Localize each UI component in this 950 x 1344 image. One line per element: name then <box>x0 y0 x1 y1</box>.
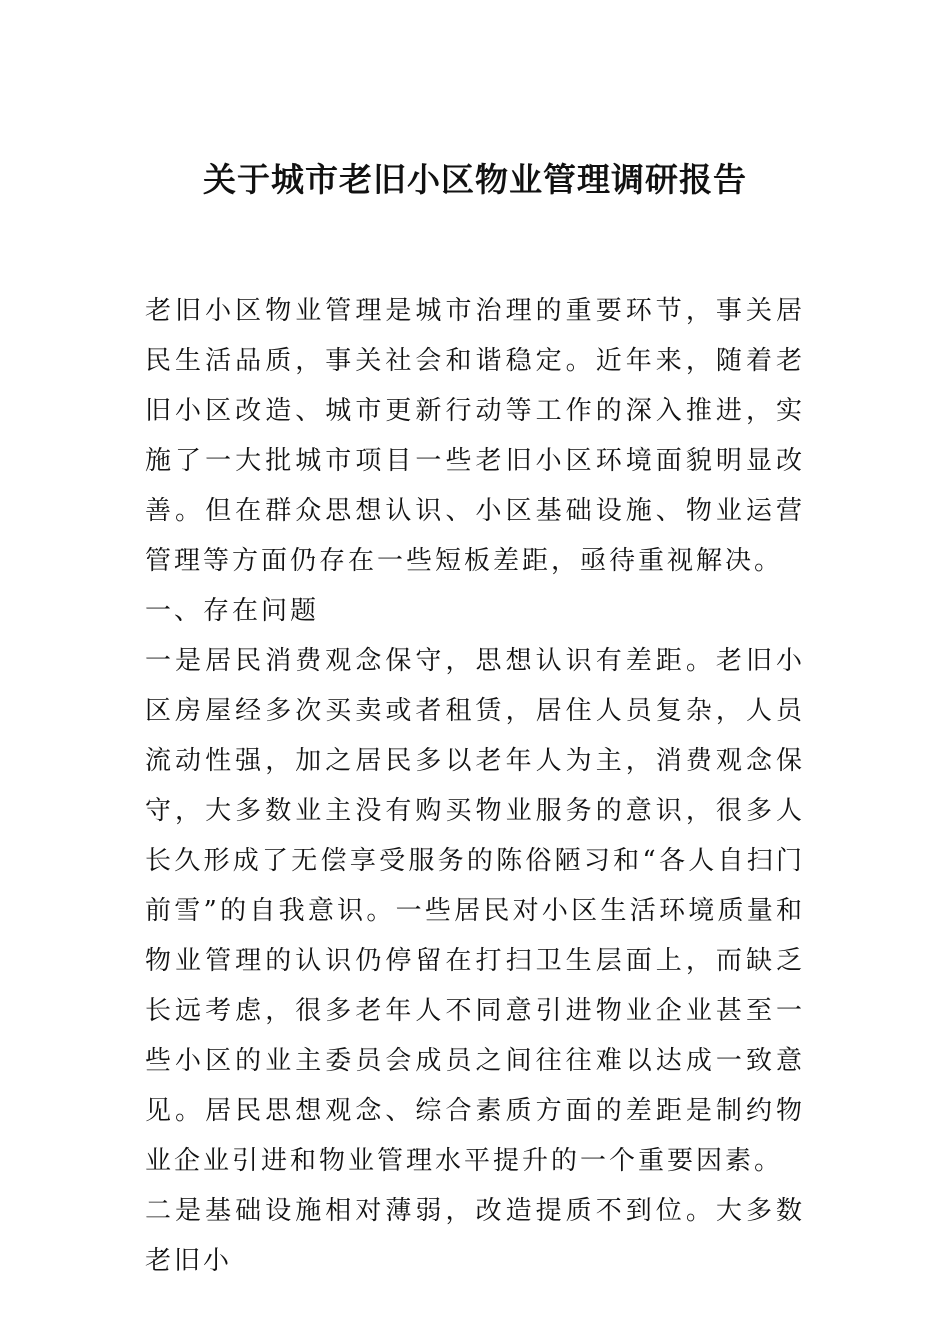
document-body <box>145 286 805 1286</box>
problem-two-paragraph: 二是基础设施相对薄弱，改造提质不到位。大多数老旧小 <box>145 1196 805 1276</box>
intro-paragraph: 老旧小区物业管理是城市治理的重要环节，事关居民生活品质，事关社会和谐稳定。近年来，随着老旧小区改造、城市更新行动等工作的深入推进，实施了一大批城市项目一些老旧小区环境面貌明显改善。但在群众思想认识、小区基础设施、物业运营管理等方面仍存在一些短板差距，亟待重视解决。 <box>145 296 805 576</box>
section-heading: 一、存在问题 <box>145 596 320 626</box>
document-title: 关于城市老旧小区物业管理调研报告 <box>203 160 747 199</box>
problem-one-paragraph: 一是居民消费观念保守，思想认识有差距。老旧小区房屋经多次买卖或者租赁，居住人员复杂，人员流动性强，加之居民多以老年人为主，消费观念保守，大多数业主没有购买物业服务的意识，很多人长久形成了无偿享受服务的陈俗陋习和“各人自扫门前雪”的自我意识。一些居民对小区生活环境质量和物业管理的认识仍停留在打扫卫生层面上，而缺乏长远考虑，很多老年人不同意引进物业企业甚至一些小区的业主委员会成员之间往往难以达成一致意见。居民思想观念、综合素质方面的差距是制约物业企业引进和物业管理水平提升的一个重要因素。 <box>145 646 805 1176</box>
